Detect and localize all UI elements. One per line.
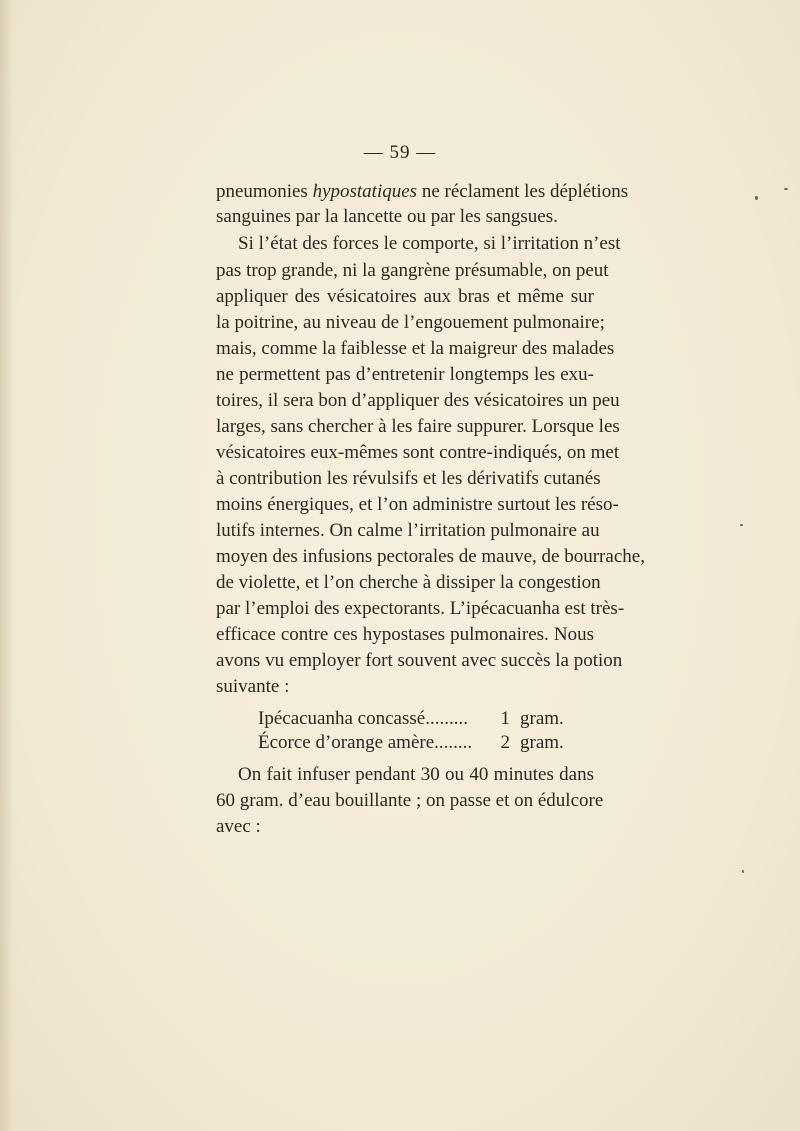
paragraph-2-line: suivante : [216,676,290,697]
paper-speck [740,524,743,526]
recipe-row [258,706,564,731]
paragraph-2-line: vésicatoires eux-mêmes sont contre-indiqués, on met [216,442,620,463]
paragraph-3-line: avec : [216,816,261,837]
recipe-quantity: 1 [500,708,510,729]
paper-speck [784,188,788,190]
recipe-unit: gram. [520,708,564,729]
paragraph-2-line: toires, il sera bon d’appliquer des vésicatoires un peu [216,390,620,411]
paragraph-3-line: On fait infuser pendant 30 ou 40 minutes dans [238,764,594,785]
paragraph-2-line: Si l’état des forces le comporte, si l’irritation n’est [238,233,621,254]
recipe-quantity: 2 [500,732,510,753]
paragraph-2-line: mais, comme la faiblesse et la maigreur des malades [216,338,615,359]
recipe-ingredient: Écorce d’orange amère........ [258,732,473,753]
paragraph-2-line: à contribution les révulsifs et les dérivatifs cutanés [216,468,601,489]
paragraph-2-line: par l’emploi des expectorants. L’ipécacuanha est très- [216,598,625,619]
recipe-ingredient: Ipécacuanha concassé......... [258,708,468,729]
paragraph-2-line: moins énergiques, et l’on administre surtout les réso- [216,494,619,515]
recipe-unit: gram. [520,732,564,753]
italic-term: hypostatiques [312,181,418,202]
paragraph-2-line: pas trop grande, ni la gangrène présumable, on peut [216,260,609,281]
page-number: — 59 — [363,142,437,163]
paragraph-1-line-2: sanguines par la lancette ou par les sangsues. [216,206,558,227]
paragraph-2-line: appliquer des vésicatoires aux bras et même sur [216,286,594,307]
paragraph-1-line-1: pneumonies hypostatiques ne réclament les déplétions [216,181,629,202]
recipe-row [258,730,564,755]
paragraph-2-line: efficace contre ces hypostases pulmonaires. Nous [216,624,594,645]
paragraph-2-line: la poitrine, au niveau de l’engouement pulmonaire; [216,312,605,333]
paragraph-2-line: ne permettent pas d’entretenir longtemps les exu- [216,364,594,385]
paragraph-2-line: lutifs internes. On calme l’irritation pulmonaire au [216,520,600,541]
paragraph-3-line: 60 gram. d’eau bouillante ; on passe et on édulcore [216,790,604,811]
paper-speck [755,196,758,200]
paragraph-2-line: moyen des infusions pectorales de mauve, de bourrache, [216,546,645,567]
paragraph-2-line: de violette, et l’on cherche à dissiper la congestion [216,572,601,593]
paper-speck [742,870,744,873]
paragraph-2-line: avons vu employer fort souvent avec succès la potion [216,650,623,671]
page-gutter-shadow [0,0,14,1131]
paragraph-2-line: larges, sans chercher à les faire suppurer. Lorsque les [216,416,620,437]
